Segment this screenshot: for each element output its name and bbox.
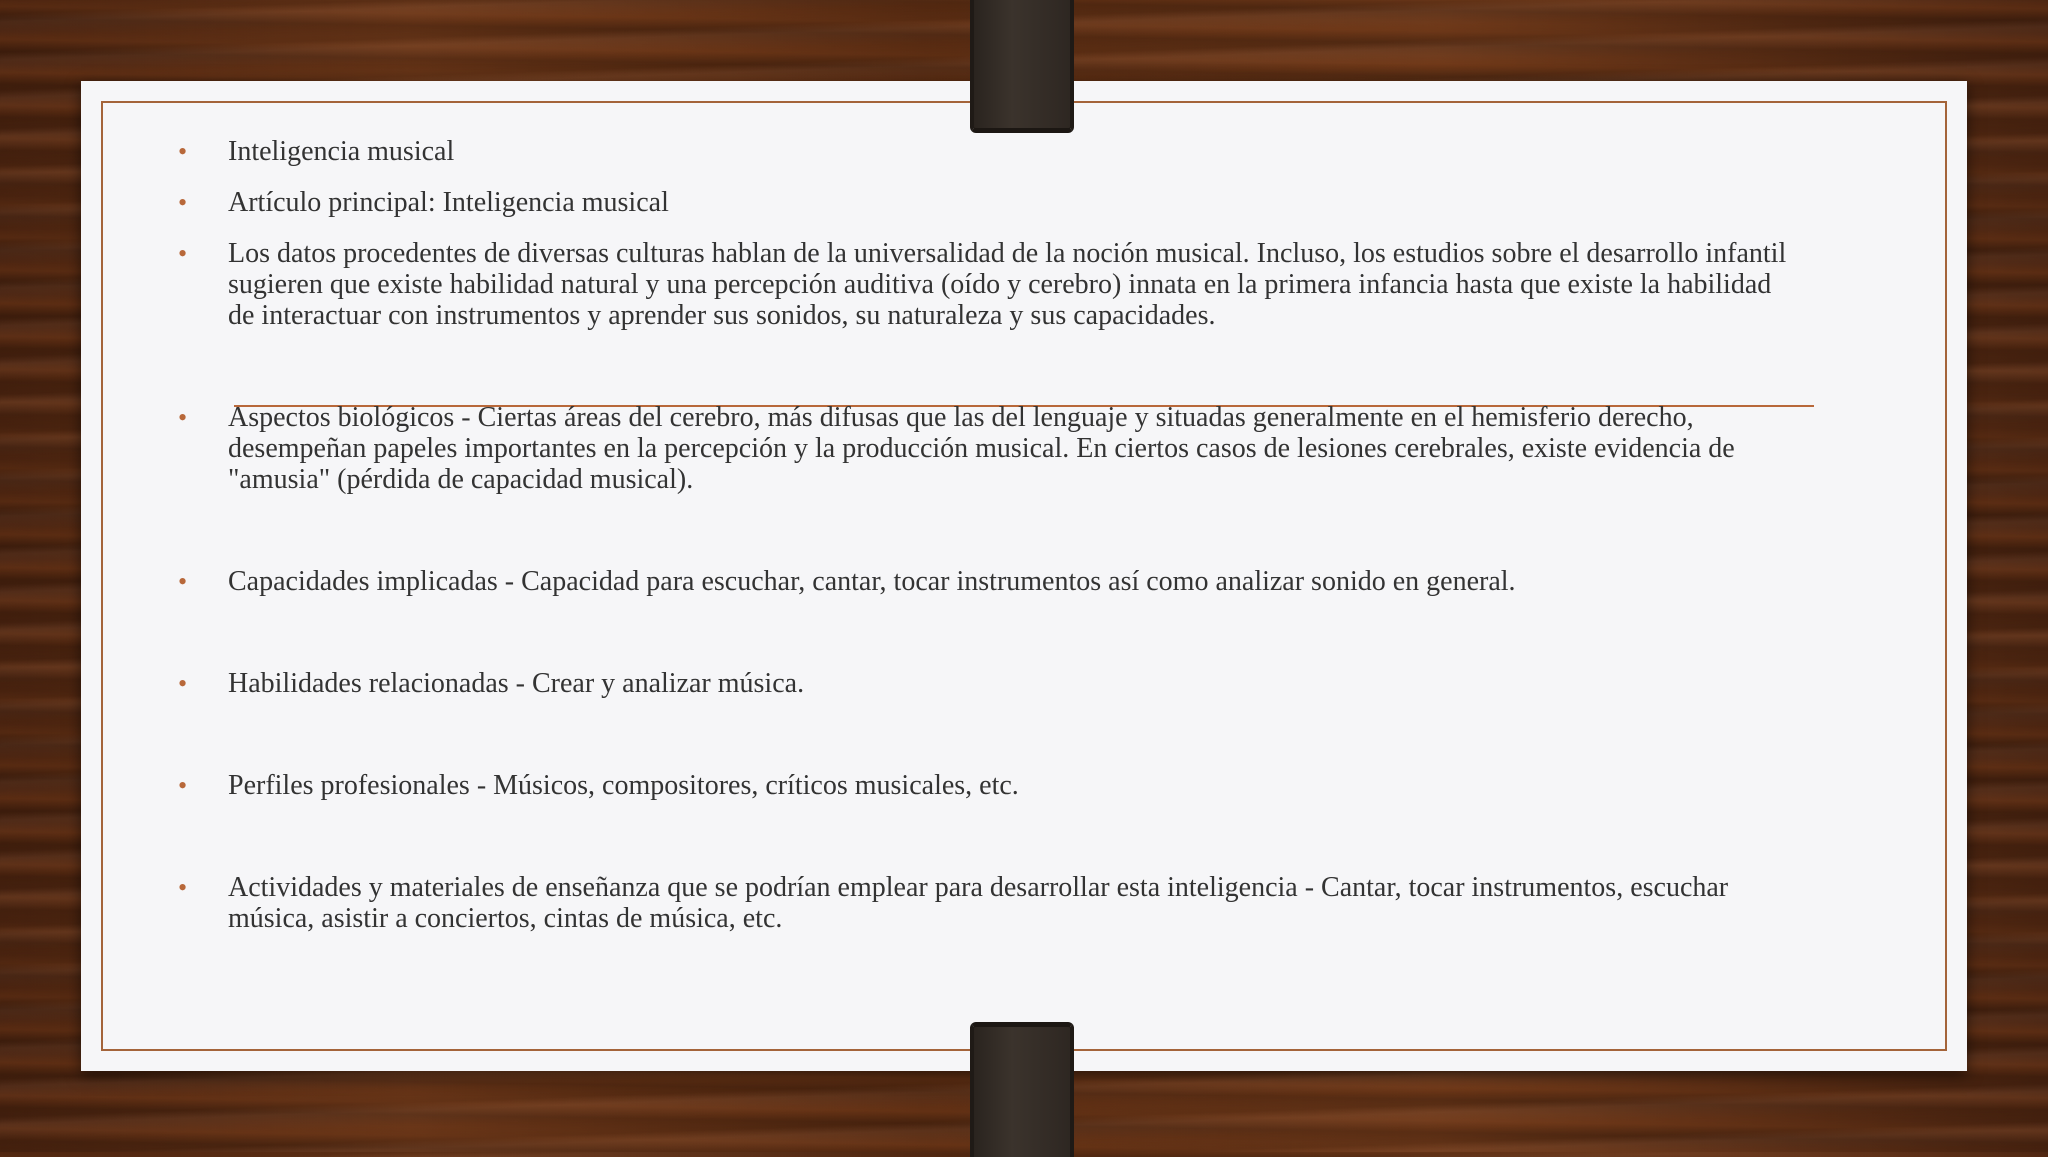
bullet-icon: • (178, 771, 188, 800)
bullet-icon: • (178, 567, 188, 596)
bottom-strap (970, 1022, 1074, 1157)
bullet-item (178, 238, 1798, 331)
top-strap (970, 0, 1074, 133)
bullet-icon: • (178, 239, 188, 268)
bullet-item (178, 187, 1798, 218)
bullet-list (178, 136, 1798, 954)
bullet-item (178, 770, 1798, 801)
bullet-icon: • (178, 873, 188, 902)
bullet-icon: • (178, 403, 188, 432)
bullet-text: Los datos procedentes de diversas culturas hablan de la universalidad de la noción musical. Incluso, los estudios sobre el desarrollo infantil sugieren que existe habilidad natural y una percepción auditiva (oído y cerebro) innata en la primera infancia hasta que existe la habilidad de interactuar con instrumentos y aprender sus sonidos, su naturaleza y sus capacidades. (228, 238, 1787, 331)
bullet-text: Artículo principal: Inteligencia musical (228, 187, 669, 218)
bullet-icon: • (178, 188, 188, 217)
bullet-text: Actividades y materiales de enseñanza que se podrían emplear para desarrollar esta inteligencia - Cantar, tocar instrumentos, escuchar música, asistir a conciertos, cintas de música, etc. (228, 872, 1729, 934)
bullet-item (178, 136, 1798, 167)
bullet-item (178, 566, 1798, 597)
bullet-text: Habilidades relacionadas - Crear y analizar música. (228, 668, 805, 699)
bullet-text: Aspectos biológicos - Ciertas áreas del cerebro, más difusas que las del lenguaje y situadas generalmente en el hemisferio derecho, desempeñan papeles importantes en la percepción y la producción musical. En ciertos casos de lesiones cerebrales, existe evidencia de "amusia" (pérdida de capacidad musical). (228, 402, 1735, 495)
bullet-item (178, 872, 1798, 934)
bullet-text: Inteligencia musical (228, 136, 455, 167)
bullet-item (178, 402, 1798, 495)
bullet-item (178, 668, 1798, 699)
bullet-text: Perfiles profesionales - Músicos, compositores, críticos musicales, etc. (228, 770, 1019, 801)
bullet-icon: • (178, 669, 188, 698)
bullet-text: Capacidades implicadas - Capacidad para escuchar, cantar, tocar instrumentos así como analizar sonido en general. (228, 566, 1516, 597)
bullet-icon: • (178, 137, 188, 166)
